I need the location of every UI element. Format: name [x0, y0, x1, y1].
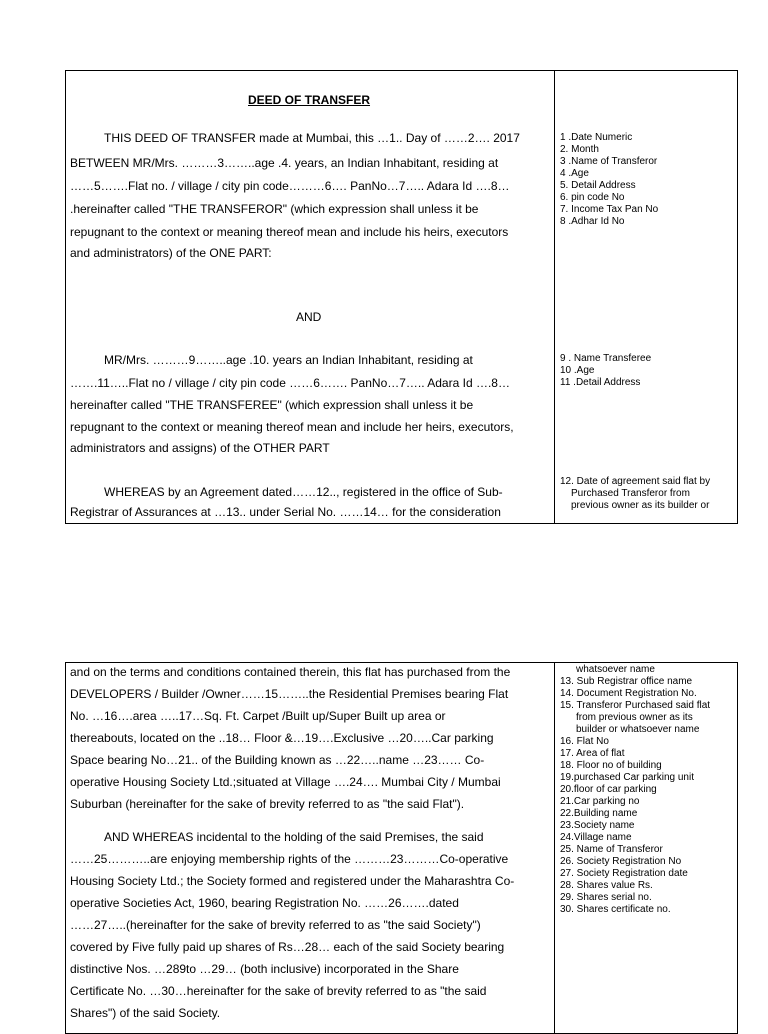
note-item: 15. Transferor Purchased said flat: [560, 700, 711, 711]
text-line: and administrators) of the ONE PART:: [70, 246, 272, 260]
text-line: Certificate No. …30…hereinafter for the sake of brevity referred to as "the said: [70, 984, 487, 998]
note-item: 2. Month: [560, 144, 599, 155]
note-item: 5. Detail Address: [560, 180, 636, 191]
margin-notes-agreement: [560, 476, 710, 512]
text-line: THIS DEED OF TRANSFER made at Mumbai, this …1.. Day of ……2…. 2017: [104, 131, 520, 145]
note-item: 23.Society name: [560, 820, 635, 831]
note-item: 21.Car parking no: [560, 796, 640, 807]
note-item: 29. Shares serial no.: [560, 892, 652, 903]
note-item: 1 .Date Numeric: [560, 132, 633, 143]
text-line: DEVELOPERS / Builder /Owner……15……..the Residential Premises bearing Flat: [70, 687, 509, 701]
text-line: and on the terms and conditions contained therein, this flat has purchased from the: [70, 665, 511, 679]
text-line: BETWEEN MR/Mrs. ………3……..age .4. years, an Indian Inhabitant, residing at: [70, 156, 499, 170]
note-item: 12. Date of agreement said flat by: [560, 476, 711, 487]
text-line: ……25………..are enjoying membership rights of the ………23………Co-operative: [70, 852, 509, 866]
note-item: 22.Building name: [560, 808, 638, 819]
text-line: distinctive Nos. …289to …29… (both inclusive) incorporated in the Share: [70, 962, 459, 976]
text-line: thereabouts, located on the ..18… Floor &…19….Exclusive …20…..Car parking: [70, 731, 494, 745]
note-item: 28. Shares value Rs.: [560, 880, 653, 891]
text-line: Housing Society Ltd.; the Society formed and registered under the Maharashtra Co-: [70, 874, 515, 888]
text-line: Space bearing No…21.. of the Building known as …22…..name …23…… Co-: [70, 753, 485, 767]
note-item: 10 .Age: [560, 365, 595, 376]
page-1-frame: [65, 70, 738, 524]
note-item: 9 . Name Transferee: [560, 353, 652, 364]
note-item: 30. Shares certificate no.: [560, 904, 671, 915]
text-line: Suburban (hereinafter for the sake of brevity referred to as "the said Flat").: [70, 797, 465, 811]
text-line: …….11…..Flat no / village / city pin code ……6……. PanNo…7….. Adara Id ….8…: [70, 376, 510, 390]
note-item: Purchased Transferor from: [571, 488, 690, 499]
note-item: 4 .Age: [560, 168, 589, 179]
note-item: 3 .Name of Transferor: [560, 156, 658, 167]
margin-notes-transferor: [560, 132, 658, 228]
note-item: 13. Sub Registrar office name: [560, 676, 693, 687]
text-line: ……27…..(hereinafter for the sake of brevity referred to as "the said Society"): [70, 918, 481, 932]
column-divider: [554, 71, 555, 523]
note-item: 16. Flat No: [560, 736, 609, 747]
text-line: operative Societies Act, 1960, bearing Registration No. ……26…….dated: [70, 896, 459, 910]
note-item: 24.Village name: [560, 832, 632, 843]
note-item: 25. Name of Transferor: [560, 844, 663, 855]
note-item: 27. Society Registration date: [560, 868, 688, 879]
deed-title: DEED OF TRANSFER: [248, 93, 371, 107]
note-item: 18. Floor no of building: [560, 760, 662, 771]
text-line: operative Housing Society Ltd.;situated at Village ….24…. Mumbai City / Mumbai: [70, 775, 501, 789]
text-line: WHEREAS by an Agreement dated……12.., registered in the office of Sub-: [104, 485, 503, 499]
text-line: repugnant to the context or meaning thereof mean and include her heirs, executors,: [70, 420, 514, 434]
text-line: administrators and assigns) of the OTHER PART: [70, 441, 330, 455]
note-item: 11 .Detail Address: [560, 377, 641, 388]
note-item: from previous owner as its: [576, 712, 693, 723]
text-line: No. …16….area …..17…Sq. Ft. Carpet /Built up/Super Built up area or: [70, 709, 446, 723]
text-line: Shares") of the said Society.: [70, 1006, 221, 1020]
note-item: 19.purchased Car parking unit: [560, 772, 694, 783]
margin-notes-page-2: [560, 664, 710, 916]
note-item: 6. pin code No: [560, 192, 625, 203]
text-line: repugnant to the context or meaning thereof mean and include his heirs, executors: [70, 225, 509, 239]
text-line: AND WHEREAS incidental to the holding of the said Premises, the said: [104, 830, 484, 844]
note-item: 8 .Adhar Id No: [560, 216, 625, 227]
note-item: 26. Society Registration No: [560, 856, 682, 867]
column-divider: [554, 663, 555, 1033]
note-item: builder or whatsoever name: [576, 724, 700, 735]
note-item: 7. Income Tax Pan No: [560, 204, 659, 215]
note-item: 14. Document Registration No.: [560, 688, 697, 699]
and-separator: AND: [296, 310, 322, 324]
text-line: Registrar of Assurances at …13.. under Serial No. ……14… for the consideration: [70, 505, 501, 519]
note-item: whatsoever name: [576, 664, 655, 675]
note-item: previous owner as its builder or: [571, 500, 710, 511]
text-line: .hereinafter called "THE TRANSFEROR" (which expression shall unless it be: [70, 202, 479, 216]
margin-notes-transferee: [560, 353, 651, 389]
text-line: MR/Mrs. ………9……..age .10. years an Indian Inhabitant, residing at: [104, 353, 473, 367]
note-item: 20.floor of car parking: [560, 784, 657, 795]
text-line: covered by Five fully paid up shares of Rs…28… each of the said Society bearing: [70, 940, 505, 954]
page-2-frame: [65, 662, 738, 1034]
note-item: 17. Area of flat: [560, 748, 625, 759]
text-line: ……5…….Flat no. / village / city pin code………6…. PanNo…7….. Adara Id ….8…: [70, 179, 510, 193]
text-line: hereinafter called "THE TRANSFEREE" (which expression shall unless it be: [70, 398, 474, 412]
